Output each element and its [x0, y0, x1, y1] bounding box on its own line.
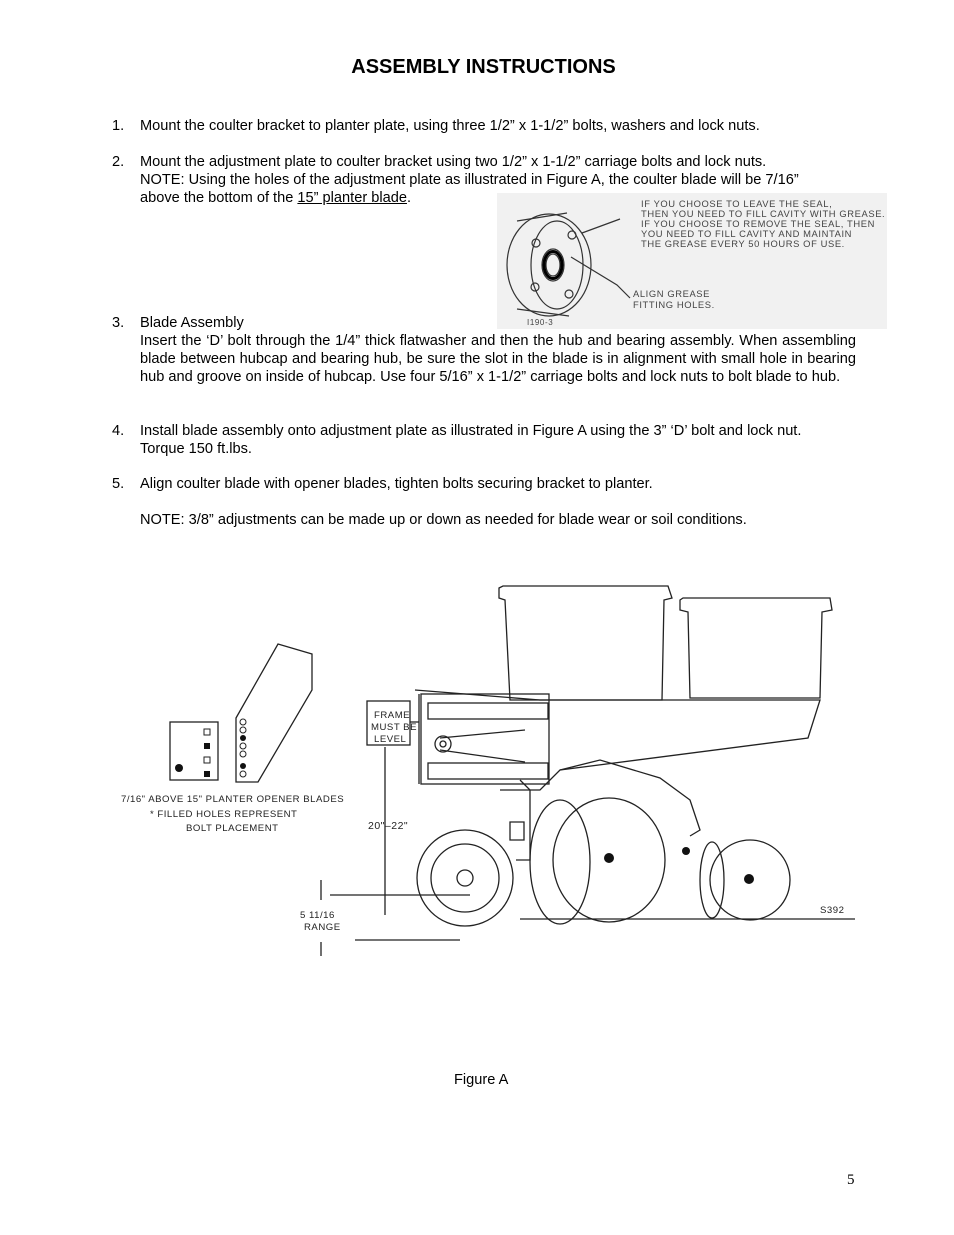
step-2-number: 2.	[112, 154, 125, 170]
page-number: 5	[847, 1172, 855, 1188]
figure-a-planter-diagram	[110, 575, 860, 965]
step-1-text: Mount the coulter bracket to planter plate, using three 1/2” x 1-1/2” bolts, washers and lock nuts.	[140, 118, 760, 134]
plate-caption-line3: BOLT PLACEMENT	[186, 823, 279, 834]
frame-label-line2: MUST BE	[371, 722, 417, 733]
step-1-number: 1.	[112, 118, 125, 134]
figure-a-code: S392	[820, 905, 845, 916]
step-3-number: 3.	[112, 315, 125, 331]
hub-bearing-figure	[497, 193, 887, 329]
step-2-line1: Mount the adjustment plate to coulter bracket using two 1/2” x 1-1/2” carriage bolts and lock nuts.	[140, 154, 767, 170]
align-note-line2: FITTING HOLES.	[633, 299, 715, 310]
step-5-number: 5.	[112, 476, 125, 492]
seal-note-line2: THEN YOU NEED TO FILL CAVITY WITH GREASE.	[641, 208, 886, 219]
figure-caption: Figure A	[454, 1072, 509, 1088]
plate-open-holes	[204, 719, 246, 777]
seal-note-line5: THE GREASE EVERY 50 HOURS OF USE.	[641, 238, 845, 249]
step-4-number: 4.	[112, 423, 125, 439]
seal-note-line4: YOU NEED TO FILL CAVITY AND MAINTAIN	[641, 228, 853, 239]
page-title: ASSEMBLY INSTRUCTIONS	[351, 56, 616, 78]
step-3-body: Insert the ‘D’ bolt through the 1/4” thick flatwasher and then the hub and bearing assembly. When assembling blade between hubcap and bearing hub, be sure the slot in the blade is in alignment with small hole in bearing hub and groove on inside of hubcap. Use four 5/16” x 1-1/2” carriage bolts and lock nuts to bolt blade to hub.	[140, 333, 856, 385]
planter-drawing	[170, 586, 855, 956]
frame-label-line1: FRAME	[374, 710, 411, 721]
height-dimension-label: 20"–22"	[368, 820, 409, 832]
frame-label-line3: LEVEL	[374, 734, 407, 745]
step-2-line3-pre: above the bottom of the	[140, 190, 298, 206]
step-2-line3	[140, 189, 480, 207]
final-note: NOTE: 3/8” adjustments can be made up or down as needed for blade wear or soil conditions.	[140, 512, 747, 528]
align-note-line1: ALIGN GREASE	[633, 288, 711, 299]
step-4-line1: Install blade assembly onto adjustment plate as illustrated in Figure A using the 3” ‘D’ bolt and lock nut.	[140, 423, 802, 439]
planter-blade-link: 15” planter blade	[297, 190, 407, 206]
step-2-line3-post: .	[406, 190, 412, 206]
step-5-line1: Align coulter blade with opener blades, tighten bolts securing bracket to planter.	[140, 476, 653, 492]
hub-figure-code: I190-3	[527, 318, 554, 327]
seal-note-line1: IF YOU CHOOSE TO LEAVE THE SEAL,	[641, 198, 833, 209]
seal-note-line3: IF YOU CHOOSE TO REMOVE THE SEAL, THEN	[641, 218, 875, 229]
range-label-line2: RANGE	[304, 922, 341, 933]
plate-caption-line2: * FILLED HOLES REPRESENT	[150, 809, 298, 820]
plate-caption-line1: 7/16" ABOVE 15" PLANTER OPENER BLADES	[121, 794, 345, 805]
step-4-line2: Torque 150 ft.lbs.	[140, 441, 252, 457]
step-3-heading: Blade Assembly	[140, 315, 244, 331]
range-label-line1: 5 11/16	[300, 910, 335, 921]
step-2-note: NOTE: Using the holes of the adjustment plate as illustrated in Figure A, the coulter blade will be 7/16”	[140, 172, 799, 188]
